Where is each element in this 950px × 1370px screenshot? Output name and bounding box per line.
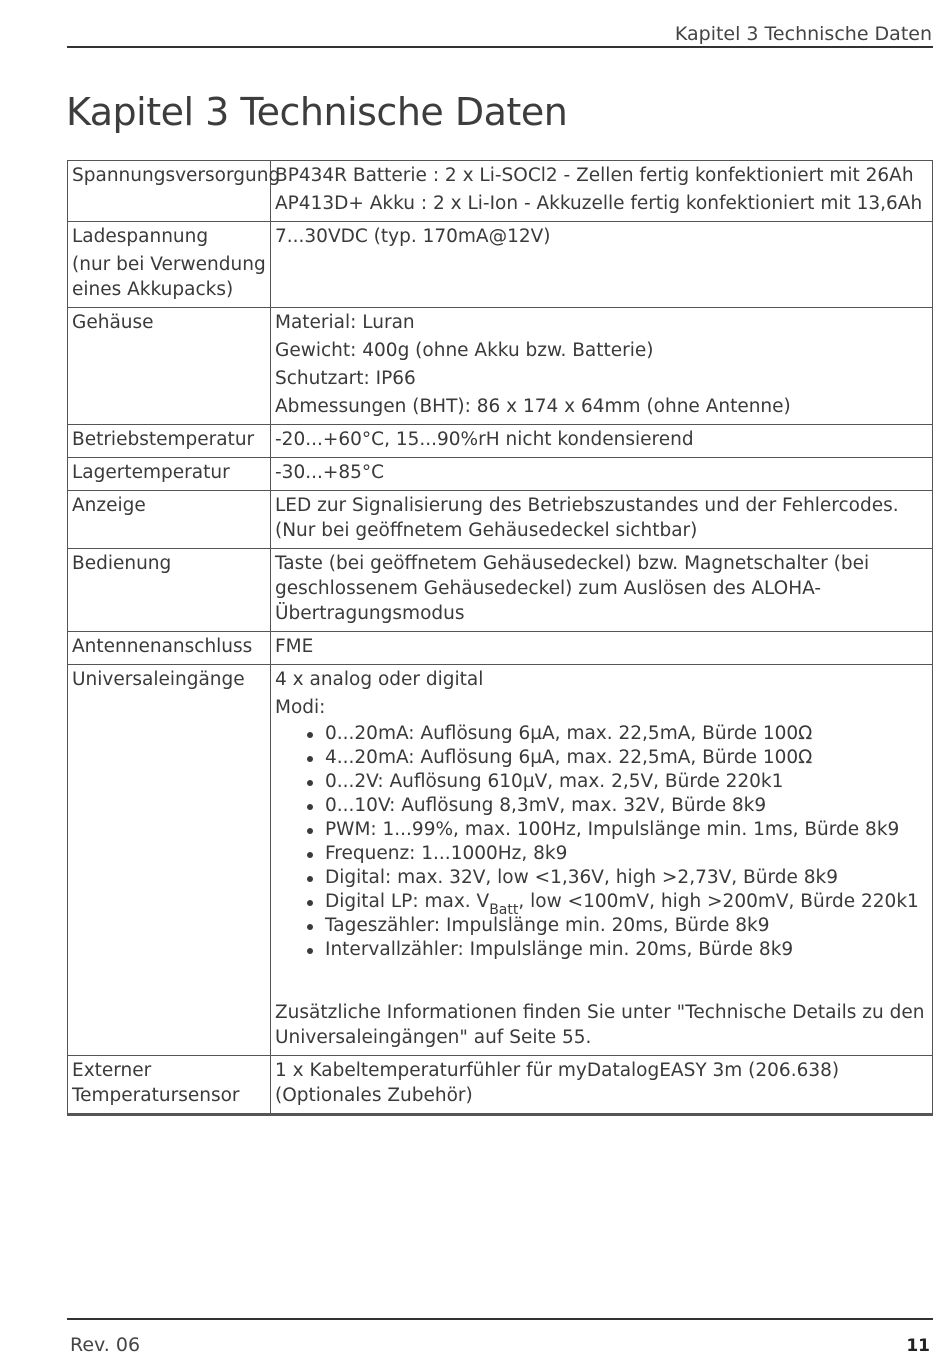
row-spannungsversorgung [68,161,933,222]
row-lagertemperatur [68,458,933,491]
digital-lp-prefix: Digital LP: max. V [325,891,490,912]
label-line: Ladespannung [72,226,209,247]
value-line: Gewicht: 400g (ohne Akku bzw. Batterie) [275,340,654,361]
value-line: BP434R Batterie : 2 x Li-SOCl2 - Zellen fertig konfektioniert mit 26Ah [275,165,914,186]
row-universaleingaenge [68,665,933,1056]
mode-item: Frequenz: 1...1000Hz, 8k9 [325,842,928,866]
label-betriebstemperatur: Betriebstemperatur [68,425,271,458]
label-externer-temperatursensor: Externer Temperatursensor [68,1056,271,1115]
value-line: AP413D+ Akku : 2 x Li-Ion - Akkuzelle fertig konfektioniert mit 13,6Ah [275,193,923,214]
footer-rule [67,1318,933,1320]
label-universaleingaenge: Universaleingänge [68,665,271,1056]
mode-item: 0...10V: Auflösung 8,3mV, max. 32V, Bürde 8k9 [325,794,928,818]
label-anzeige: Anzeige [68,491,271,549]
value-antennenanschluss: FME [271,632,933,665]
value-spannungsversorgung [271,161,933,222]
mode-item: 4...20mA: Auflösung 6µA, max. 22,5mA, Bürde 100Ω [325,746,928,770]
page-number: 11 [906,1336,930,1356]
value-gehaeuse [271,308,933,425]
universal-intro: 4 x analog oder digital [275,669,484,690]
row-ladespannung [68,222,933,308]
mode-item: Digital: max. 32V, low <1,36V, high >2,73V, Bürde 8k9 [325,866,928,890]
mode-list [275,722,928,962]
mode-item: Intervallzähler: Impulslänge min. 20ms, Bürde 8k9 [325,938,928,962]
value-externer-temperatursensor: 1 x Kabeltemperaturfühler für myDatalogEASY 3m (206.638) (Optionales Zubehör) [271,1056,933,1115]
label-antennenanschluss: Antennenanschluss [68,632,271,665]
value-lagertemperatur: -30...+85°C [271,458,933,491]
row-antennenanschluss [68,632,933,665]
value-anzeige: LED zur Signalisierung des Betriebszustandes und der Fehlercodes. (Nur bei geöffnetem Gehäusedeckel sichtbar) [271,491,933,549]
spec-table [67,160,933,1116]
running-header: Kapitel 3 Technische Daten [674,23,932,45]
row-betriebstemperatur [68,425,933,458]
mode-item: PWM: 1...99%, max. 100Hz, Impulslänge min. 1ms, Bürde 8k9 [325,818,928,842]
value-line: Abmessungen (BHT): 86 x 174 x 64mm (ohne Antenne) [275,396,791,417]
row-externer-temperatursensor [68,1056,933,1115]
label-line: (nur bei Verwendung eines Akkupacks) [72,254,266,300]
mode-item: Tageszähler: Impulslänge min. 20ms, Bürde 8k9 [325,914,928,938]
digital-lp-subscript: Batt [489,902,519,918]
mode-item: 0...20mA: Auflösung 6µA, max. 22,5mA, Bürde 100Ω [325,722,928,746]
universal-note: Zusätzliche Informationen finden Sie unter "Technische Details zu den Universaleingängen" auf Seite 55. [275,1002,925,1048]
row-anzeige [68,491,933,549]
value-line: Schutzart: IP66 [275,368,416,389]
mode-item-digital-lp [325,890,928,918]
footer-revision: Rev. 06 [70,1334,141,1356]
universal-modi: Modi: [275,697,326,718]
digital-lp-suffix: , low <100mV, high >200mV, Bürde 220k1 [518,891,919,912]
label-lagertemperatur: Lagertemperatur [68,458,271,491]
chapter-title: Kapitel 3 Technische Daten [66,90,568,134]
header-rule [67,46,933,48]
mode-item: 0...2V: Auflösung 610µV, max. 2,5V, Bürde 220k1 [325,770,928,794]
label-gehaeuse: Gehäuse [68,308,271,425]
label-ladespannung [68,222,271,308]
value-ladespannung: 7...30VDC (typ. 170mA@12V) [271,222,933,308]
value-betriebstemperatur: -20...+60°C, 15...90%rH nicht kondensierend [271,425,933,458]
label-spannungsversorgung: Spannungsversorgung [68,161,271,222]
value-bedienung: Taste (bei geöffnetem Gehäusedeckel) bzw. Magnetschalter (bei geschlossenem Gehäusedeckel) zum Auslösen des ALOHA-Übertragungsmodus [271,549,933,632]
value-universaleingaenge [271,665,933,1056]
value-line: Material: Luran [275,312,415,333]
label-bedienung: Bedienung [68,549,271,632]
row-gehaeuse [68,308,933,425]
row-bedienung [68,549,933,632]
